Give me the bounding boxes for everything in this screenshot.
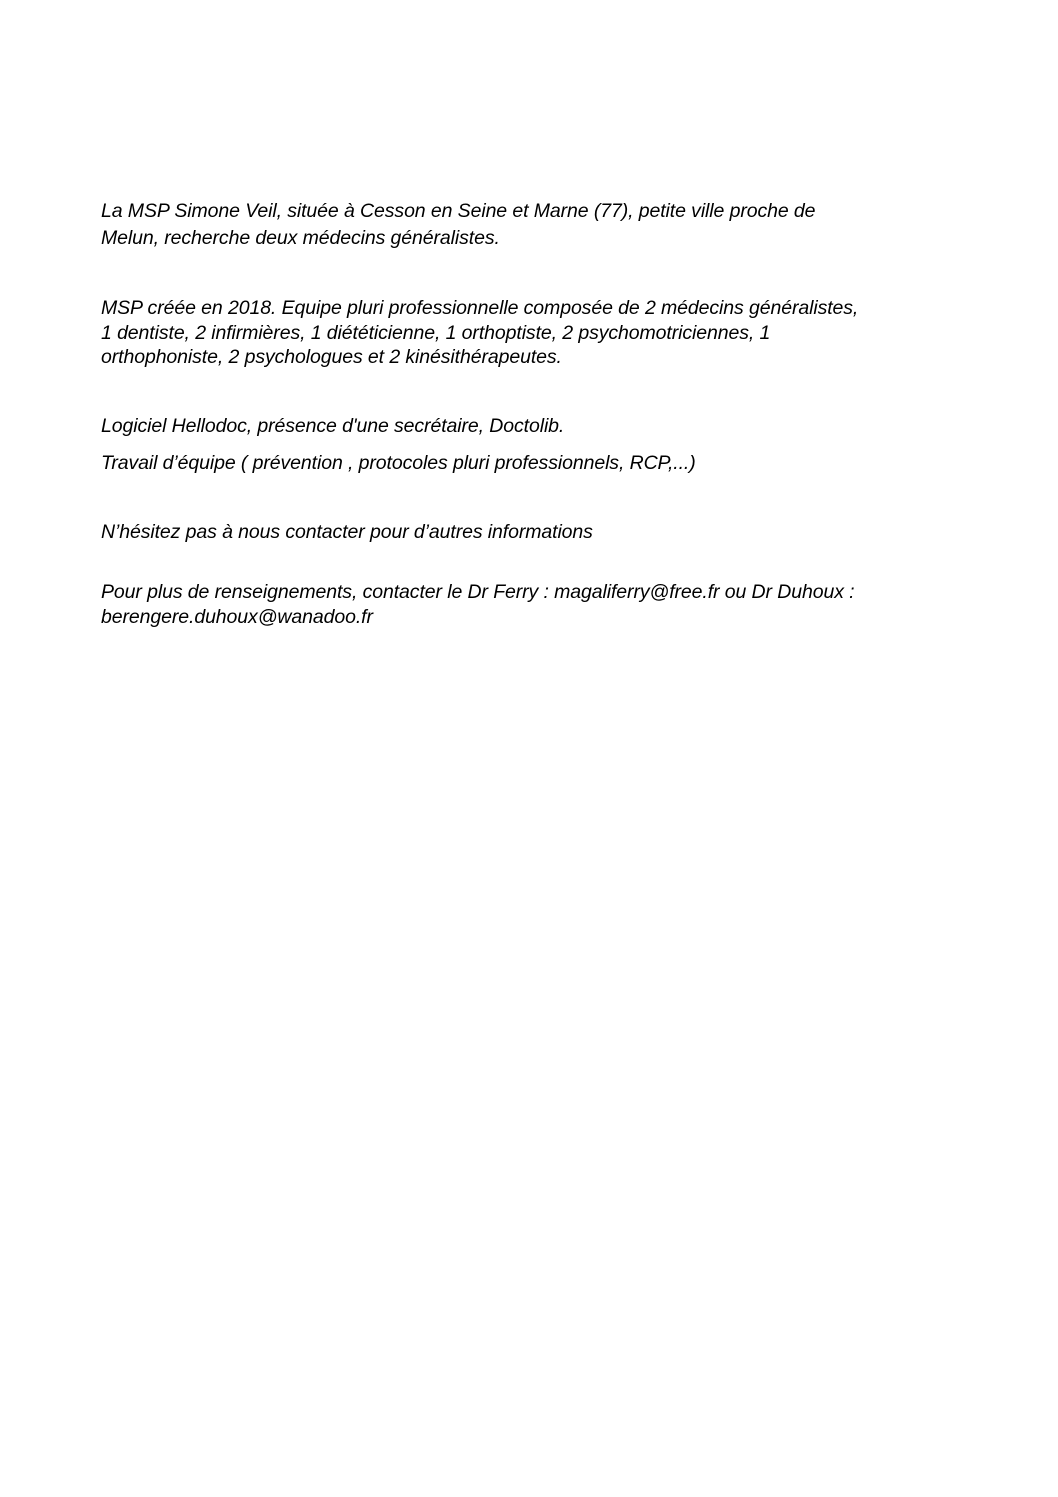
teamwork-line: Travail d’équipe ( prévention , protocoles pluri professionnels, RCP,...) xyxy=(101,452,696,474)
intro-line-2: Melun, recherche deux médecins généralistes. xyxy=(101,227,500,249)
software-line: Logiciel Hellodoc, présence d'une secrétaire, Doctolib. xyxy=(101,415,565,437)
intro-line-1: La MSP Simone Veil, située à Cesson en Seine et Marne (77), petite ville proche de xyxy=(101,200,816,222)
contact-invite-line: N’hésitez pas à nous contacter pour d’autres informations xyxy=(101,521,593,543)
contact-line-1: Pour plus de renseignements, contacter le Dr Ferry : magaliferry@free.fr ou Dr Duhoux : xyxy=(101,581,855,603)
contact-line-2: berengere.duhoux@wanadoo.fr xyxy=(101,606,373,628)
team-line-2: 1 dentiste, 2 infirmières, 1 diététicienne, 1 orthoptiste, 2 psychomotriciennes, 1 xyxy=(101,322,771,344)
team-line-3: orthophoniste, 2 psychologues et 2 kinésithérapeutes. xyxy=(101,346,562,368)
team-line-1: MSP créée en 2018. Equipe pluri professionnelle composée de 2 médecins généralistes, xyxy=(101,297,859,319)
